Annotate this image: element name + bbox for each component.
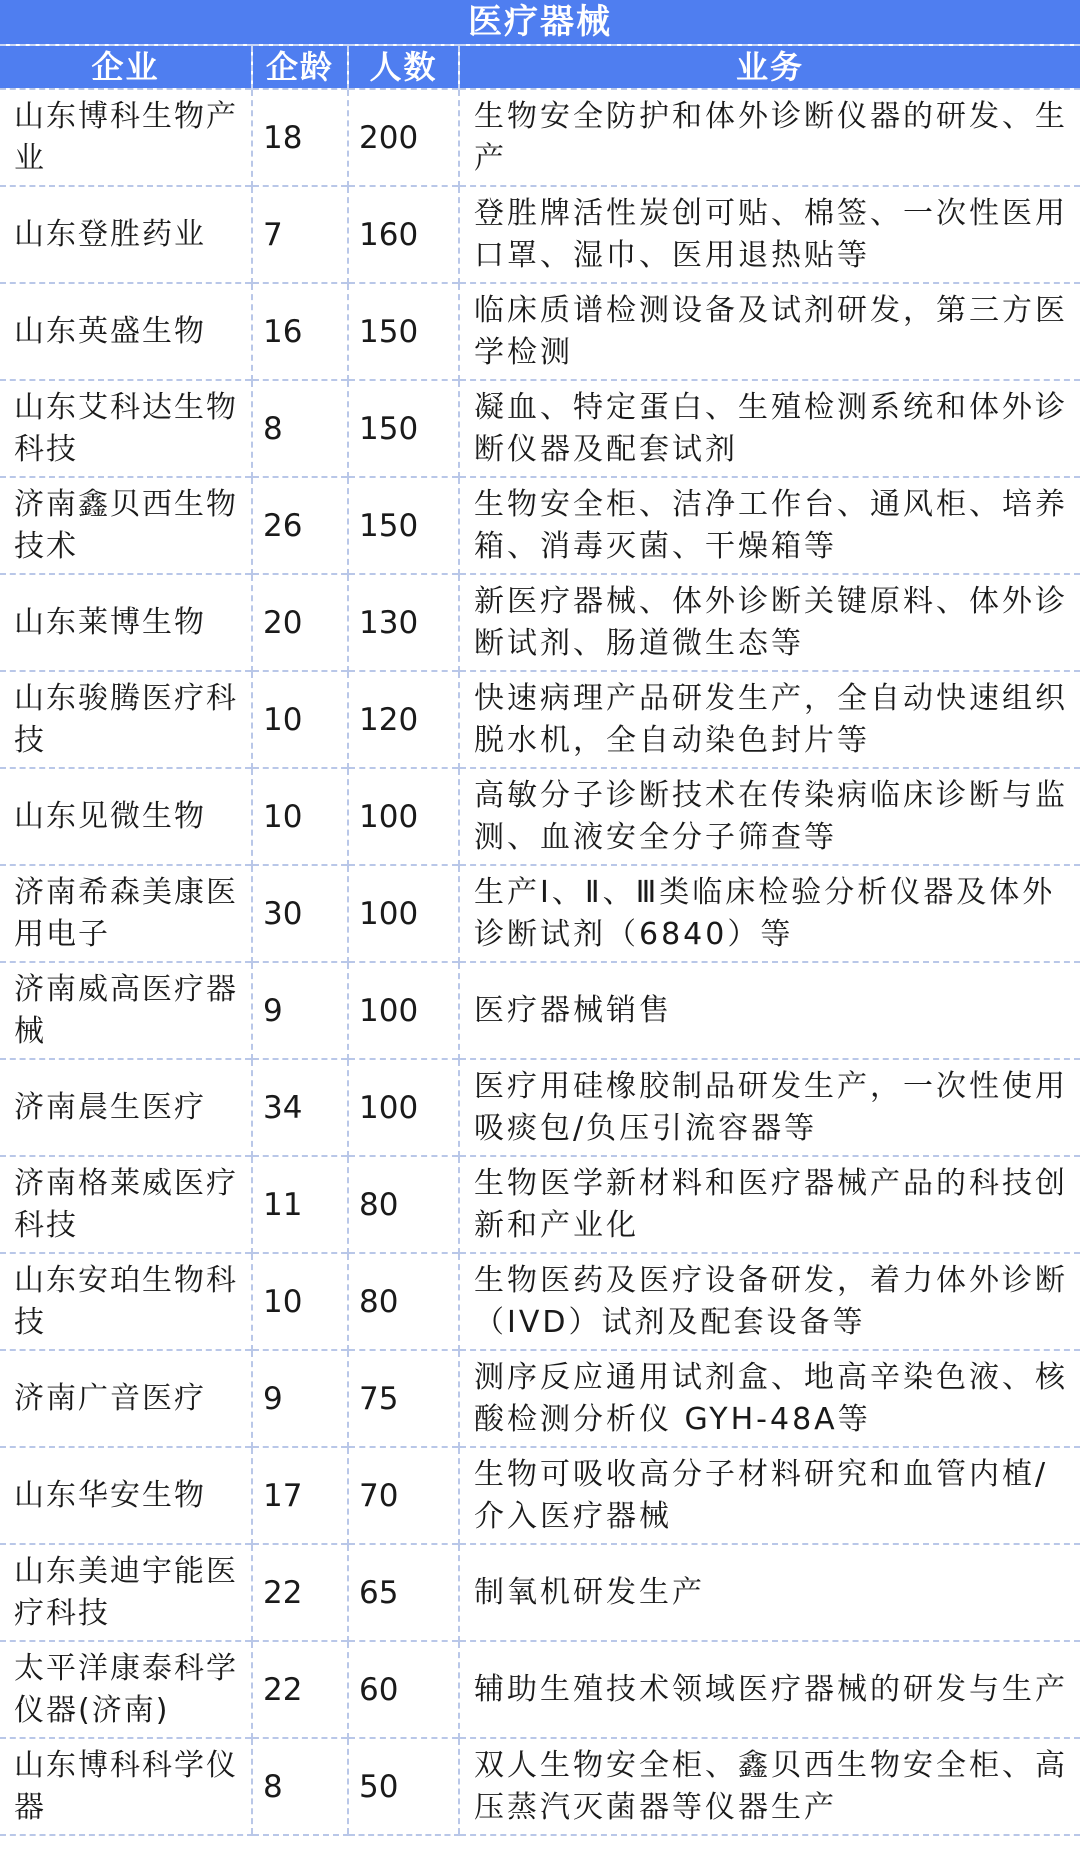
cell-age: 8 <box>252 1738 348 1835</box>
company-table <box>0 44 1080 1836</box>
table-row <box>0 1350 1080 1447</box>
cell-age: 10 <box>252 768 348 865</box>
cell-business: 测序反应通用试剂盒、地高辛染色液、核酸检测分析仪 GYH-48A等 <box>459 1350 1080 1447</box>
table-row <box>0 283 1080 380</box>
cell-age: 18 <box>252 89 348 186</box>
header-company: 企业 <box>0 45 252 89</box>
cell-business: 新医疗器械、体外诊断关键原料、体外诊断试剂、肠道微生态等 <box>459 574 1080 671</box>
table-row <box>0 1059 1080 1156</box>
cell-age: 9 <box>252 1350 348 1447</box>
cell-business: 高敏分子诊断技术在传染病临床诊断与监测、血液安全分子筛查等 <box>459 768 1080 865</box>
cell-business: 医疗器械销售 <box>459 962 1080 1059</box>
cell-age: 10 <box>252 1253 348 1350</box>
table-title: 医疗器械 <box>0 0 1080 44</box>
cell-company: 山东安珀生物科技 <box>0 1253 252 1350</box>
cell-business: 快速病理产品研发生产，全自动快速组织脱水机，全自动染色封片等 <box>459 671 1080 768</box>
table-row <box>0 186 1080 283</box>
table-row <box>0 477 1080 574</box>
cell-staff: 100 <box>348 1059 459 1156</box>
cell-age: 7 <box>252 186 348 283</box>
cell-business: 辅助生殖技术领域医疗器械的研发与生产 <box>459 1641 1080 1738</box>
cell-staff: 80 <box>348 1156 459 1253</box>
table-row <box>0 1641 1080 1738</box>
cell-company: 山东博科科学仪器 <box>0 1738 252 1835</box>
cell-age: 16 <box>252 283 348 380</box>
cell-age: 8 <box>252 380 348 477</box>
cell-staff: 130 <box>348 574 459 671</box>
table-row <box>0 89 1080 186</box>
header-age: 企龄 <box>252 45 348 89</box>
cell-staff: 160 <box>348 186 459 283</box>
cell-company: 济南威高医疗器械 <box>0 962 252 1059</box>
cell-business: 生物安全防护和体外诊断仪器的研发、生产 <box>459 89 1080 186</box>
cell-age: 10 <box>252 671 348 768</box>
table-row <box>0 1738 1080 1835</box>
cell-age: 26 <box>252 477 348 574</box>
cell-business: 登胜牌活性炭创可贴、棉签、一次性医用口罩、湿巾、医用退热贴等 <box>459 186 1080 283</box>
cell-business: 双人生物安全柜、鑫贝西生物安全柜、高压蒸汽灭菌器等仪器生产 <box>459 1738 1080 1835</box>
header-staff: 人数 <box>348 45 459 89</box>
table-row <box>0 865 1080 962</box>
table-row <box>0 380 1080 477</box>
cell-staff: 75 <box>348 1350 459 1447</box>
cell-age: 30 <box>252 865 348 962</box>
cell-business: 凝血、特定蛋白、生殖检测系统和体外诊断仪器及配套试剂 <box>459 380 1080 477</box>
cell-age: 9 <box>252 962 348 1059</box>
cell-staff: 65 <box>348 1544 459 1641</box>
cell-company: 太平洋康泰科学仪器(济南) <box>0 1641 252 1738</box>
cell-company: 山东莱博生物 <box>0 574 252 671</box>
table-row <box>0 768 1080 865</box>
cell-business: 生物医药及医疗设备研发，着力体外诊断（IVD）试剂及配套设备等 <box>459 1253 1080 1350</box>
cell-staff: 100 <box>348 865 459 962</box>
cell-age: 34 <box>252 1059 348 1156</box>
cell-company: 济南广音医疗 <box>0 1350 252 1447</box>
cell-age: 22 <box>252 1544 348 1641</box>
header-row <box>0 45 1080 89</box>
cell-company: 山东艾科达生物科技 <box>0 380 252 477</box>
table-row <box>0 1447 1080 1544</box>
cell-company: 山东英盛生物 <box>0 283 252 380</box>
cell-staff: 150 <box>348 477 459 574</box>
cell-staff: 100 <box>348 962 459 1059</box>
cell-company: 济南鑫贝西生物技术 <box>0 477 252 574</box>
table-row <box>0 1544 1080 1641</box>
cell-staff: 120 <box>348 671 459 768</box>
cell-staff: 60 <box>348 1641 459 1738</box>
table-row <box>0 574 1080 671</box>
header-business: 业务 <box>459 45 1080 89</box>
cell-staff: 80 <box>348 1253 459 1350</box>
cell-age: 20 <box>252 574 348 671</box>
cell-staff: 50 <box>348 1738 459 1835</box>
cell-company: 济南格莱威医疗科技 <box>0 1156 252 1253</box>
cell-company: 山东骏腾医疗科技 <box>0 671 252 768</box>
cell-company: 山东博科生物产业 <box>0 89 252 186</box>
cell-age: 11 <box>252 1156 348 1253</box>
table-row <box>0 1156 1080 1253</box>
cell-age: 17 <box>252 1447 348 1544</box>
cell-business: 制氧机研发生产 <box>459 1544 1080 1641</box>
table-row <box>0 1253 1080 1350</box>
cell-staff: 100 <box>348 768 459 865</box>
cell-staff: 70 <box>348 1447 459 1544</box>
cell-business: 临床质谱检测设备及试剂研发，第三方医学检测 <box>459 283 1080 380</box>
cell-business: 生产Ⅰ、Ⅱ、Ⅲ类临床检验分析仪器及体外诊断试剂（6840）等 <box>459 865 1080 962</box>
table-row <box>0 671 1080 768</box>
cell-company: 山东华安生物 <box>0 1447 252 1544</box>
cell-company: 山东美迪宇能医疗科技 <box>0 1544 252 1641</box>
cell-age: 22 <box>252 1641 348 1738</box>
cell-business: 生物可吸收高分子材料研究和血管内植/介入医疗器械 <box>459 1447 1080 1544</box>
cell-business: 生物安全柜、洁净工作台、通风柜、培养箱、消毒灭菌、干燥箱等 <box>459 477 1080 574</box>
cell-business: 生物医学新材料和医疗器械产品的科技创新和产业化 <box>459 1156 1080 1253</box>
cell-company: 济南希森美康医用电子 <box>0 865 252 962</box>
cell-company: 济南晨生医疗 <box>0 1059 252 1156</box>
table-row <box>0 962 1080 1059</box>
cell-company: 山东见微生物 <box>0 768 252 865</box>
cell-staff: 150 <box>348 380 459 477</box>
cell-company: 山东登胜药业 <box>0 186 252 283</box>
cell-business: 医疗用硅橡胶制品研发生产，一次性使用吸痰包/负压引流容器等 <box>459 1059 1080 1156</box>
cell-staff: 200 <box>348 89 459 186</box>
cell-staff: 150 <box>348 283 459 380</box>
